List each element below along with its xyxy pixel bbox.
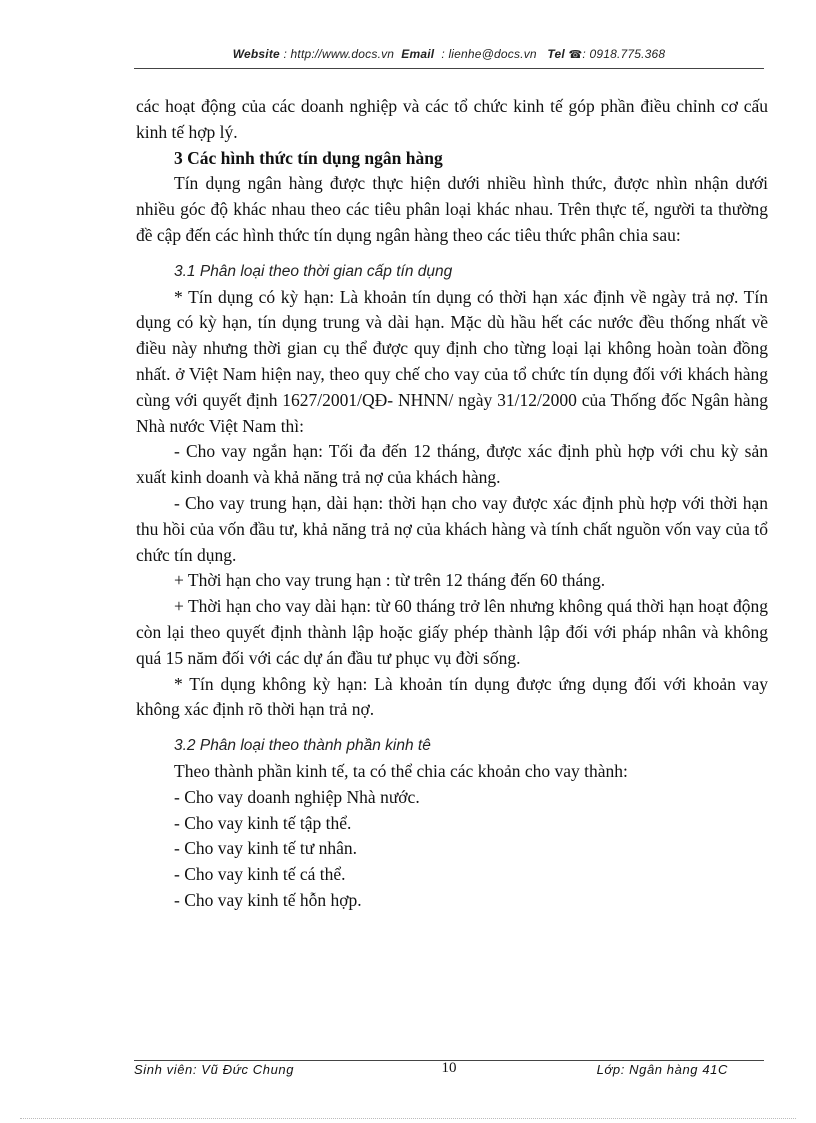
- website-sep: :: [279, 47, 291, 61]
- phone-icon: ☎: [568, 49, 583, 61]
- page-edge-divider: [20, 1118, 796, 1119]
- email-sep: :: [437, 47, 449, 61]
- email-label: Email: [401, 47, 435, 61]
- paragraph: Tín dụng ngân hàng được thực hiện dưới nhiều hình thức, được nhìn nhận dưới nhiều góc độ khác nhau theo các tiêu phân loại khác nhau. Trên thực tế, người ta thường đề cập đến các hình thức tín dụng ngân hàng theo các tiêu thức phân chia sau:: [136, 173, 768, 245]
- page-number: 10: [441, 1060, 457, 1076]
- paragraph: * Tín dụng có kỳ hạn: Là khoản tín dụng có thời hạn xác định về ngày trả nợ. Tín dụng có kỳ hạn, tín dụng trung và dài hạn. Mặc dù hầu hết các nước đều thống nhất về điều này nhưng thời gian cụ thể được quy định cho từng loại lại không hoàn toàn đồng nhất. ở Việt Nam hiện nay, theo quy chế cho vay của tổ chức tín dụng đối với khách hàng cùng với quyết định 1627/2001/QĐ- NHNN/ ngày 31/12/2000 của Thống đốc Ngân hàng Nhà nước Việt Nam thì:: [136, 286, 768, 436]
- list-item: - Cho vay doanh nghiệp Nhà nước.: [174, 786, 420, 807]
- website-url[interactable]: http://www.docs.vn: [290, 47, 395, 61]
- document-body: [136, 94, 768, 914]
- page-footer: [134, 1062, 764, 1080]
- paragraph: + Thời hạn cho vay trung hạn : từ trên 12 tháng đến 60 tháng.: [174, 570, 606, 591]
- paragraph: - Cho vay trung hạn, dài hạn: thời hạn cho vay được xác định phù hợp với thời hạn thu hồi của vốn đầu tư, khả năng trả nợ của khách hàng và tính chất nguồn vốn vay của tổ chức tín dụng.: [136, 492, 768, 565]
- footer-student: Sinh viên: Vũ Đức Chung: [134, 1062, 295, 1077]
- tel-sep: :: [582, 47, 590, 61]
- subsection-heading: 3.2 Phân loại theo thành phần kinh tê: [174, 737, 431, 755]
- list-item: - Cho vay kinh tế cá thể.: [174, 864, 346, 885]
- paragraph: * Tín dụng không kỳ hạn: Là khoản tín dụng được ứng dụng đối với khoản vay không xác định rõ thời hạn trả nợ.: [136, 673, 768, 720]
- paragraph: - Cho vay ngắn hạn: Tối đa đến 12 tháng, được xác định phù hợp với chu kỳ sản xuất kinh doanh và khả năng trả nợ của khách hàng.: [136, 441, 768, 488]
- header-rule: [134, 68, 764, 69]
- website-label: Website: [232, 47, 280, 61]
- tel-value: 0918.775.368: [589, 47, 666, 61]
- section-heading: 3 Các hình thức tín dụng ngân hàng: [174, 147, 443, 168]
- tel-label: Tel: [547, 47, 565, 61]
- paragraph: các hoạt động của các doanh nghiệp và các tổ chức kinh tế góp phần điều chỉnh cơ cấu kinh tế hợp lý.: [136, 96, 768, 142]
- email-value[interactable]: lienhe@docs.vn: [448, 47, 537, 61]
- subsection-heading: 3.1 Phân loại theo thời gian cấp tín dụng: [174, 262, 453, 280]
- paragraph: Theo thành phần kinh tế, ta có thể chia các khoản cho vay thành:: [174, 760, 628, 781]
- list-item: - Cho vay kinh tế tập thể.: [174, 812, 352, 833]
- list-item: - Cho vay kinh tế hỗn hợp.: [174, 889, 362, 910]
- list-item: - Cho vay kinh tế tư nhân.: [174, 838, 357, 859]
- paragraph: + Thời hạn cho vay dài hạn: từ 60 tháng trở lên nhưng không quá thời hạn hoạt động còn lại theo quyết định thành lập hoặc giấy phép thành lập đối với pháp nhân và không quá 15 năm đối với các dự án đầu tư phục vụ đời sống.: [136, 596, 768, 668]
- footer-class: Lớp: Ngân hàng 41C: [596, 1062, 728, 1077]
- page-header: [134, 47, 764, 61]
